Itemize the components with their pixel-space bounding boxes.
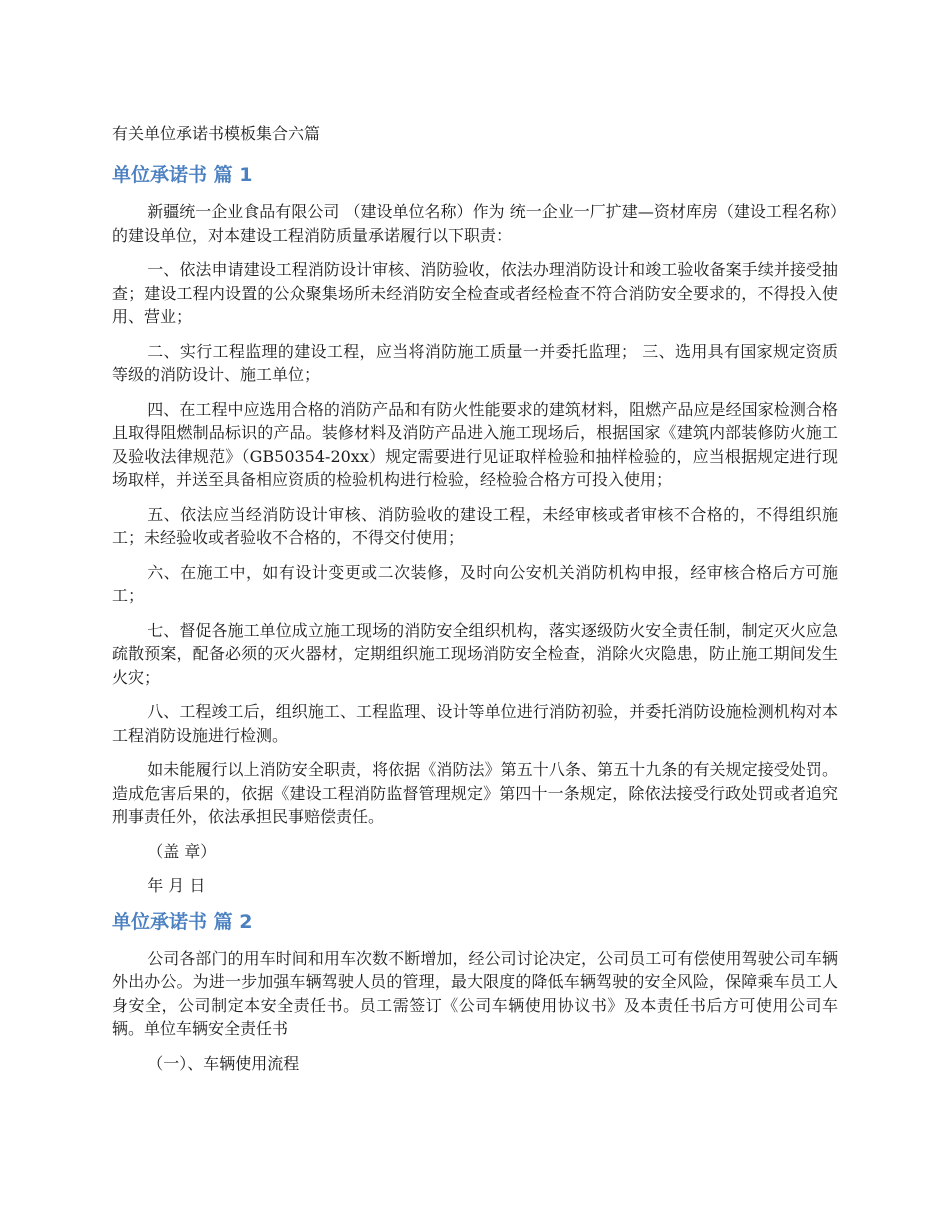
paragraph: 五、依法应当经消防设计审核、消防验收的建设工程，未经审核或者审核不合格的，不得组织施工；未经验收或者验收不合格的，不得交付使用； — [112, 504, 838, 547]
paragraph: 六、在施工中，如有设计变更或二次装修，及时向公安机关消防机构申报，经审核合格后方可施工； — [112, 562, 838, 605]
paragraph: 如未能履行以上消防安全职责，将依据《消防法》第五十八条、第五十九条的有关规定接受处罚。造成危害后果的，依据《建设工程消防监督管理规定》第四十一条规定，除依法接受行政处罚或者追究刑事责任外，依法承担民事赔偿责任。 — [112, 760, 838, 826]
seal-line: （盖 章） — [147, 841, 217, 861]
paragraph: 七、督促各施工单位成立施工现场的消防安全组织机构，落实逐级防火安全责任制，制定灭火应急疏散预案，配备必须的灭火器材，定期组织施工现场消防安全检查，消除火灾隐患，防止施工期间发生火灾； — [112, 620, 838, 687]
section-1 — [112, 162, 838, 898]
document-title: 有关单位承诺书模板集合六篇 — [112, 124, 321, 143]
date-line: 年 月 日 — [147, 876, 206, 895]
paragraph: 公司各部门的用车时间和用车次数不断增加，经公司讨论决定，公司员工可有偿使用驾驶公司车辆外出办公。为进一步加强车辆驾驶人员的管理，最大限度的降低车辆驾驶的安全风险，保障乘车员工人身安全，公司制定本安全责任书。员工需签订《公司车辆使用协议书》及本责任书后方可使用公司车辆。单位车辆安全责任书 — [112, 948, 838, 1038]
section-heading-1: 单位承诺书 篇 1 — [112, 164, 253, 186]
paragraph: 二、实行工程监理的建设工程，应当将消防施工质量一并委托监理； 三、选用具有国家规定资质等级的消防设计、施工单位； — [112, 341, 838, 384]
paragraph: 八、工程竣工后，组织施工、工程监理、设计等单位进行消防初验，并委托消防设施检测机构对本工程消防设施进行检测。 — [112, 702, 838, 745]
section-2 — [112, 909, 838, 1076]
section-heading-2: 单位承诺书 篇 2 — [112, 910, 253, 933]
paragraph: 一、依法申请建设工程消防设计审核、消防验收，依法办理消防设计和竣工验收备案手续并接受抽查；建设工程内设置的公众聚集场所未经消防安全检查或者经检查不符合消防安全要求的，不得投入使用、营业； — [112, 260, 838, 326]
document-page — [112, 122, 838, 1086]
paragraph: 四、在工程中应选用合格的消防产品和有防火性能要求的建筑材料，阻燃产品应是经国家检测合格且取得阻燃制品标识的产品。装修材料及消防产品进入施工现场后，根据国家《建筑内部装修防火施工及验收法律规范》（GB50354-20xx）规定需要进行见证取样检验和抽样检验的，应当根据规定进行现场取样，并送至具备相应资质的检验机构进行检验，经检验合格方可投入使用； — [112, 399, 838, 489]
paragraph: （一）、车辆使用流程 — [147, 1053, 300, 1073]
paragraph: 新疆统一企业食品有限公司 （建设单位名称）作为 统一企业一厂扩建—资材库房（建设工程名称）的建设单位，对本建设工程消防质量承诺履行以下职责： — [112, 202, 838, 245]
